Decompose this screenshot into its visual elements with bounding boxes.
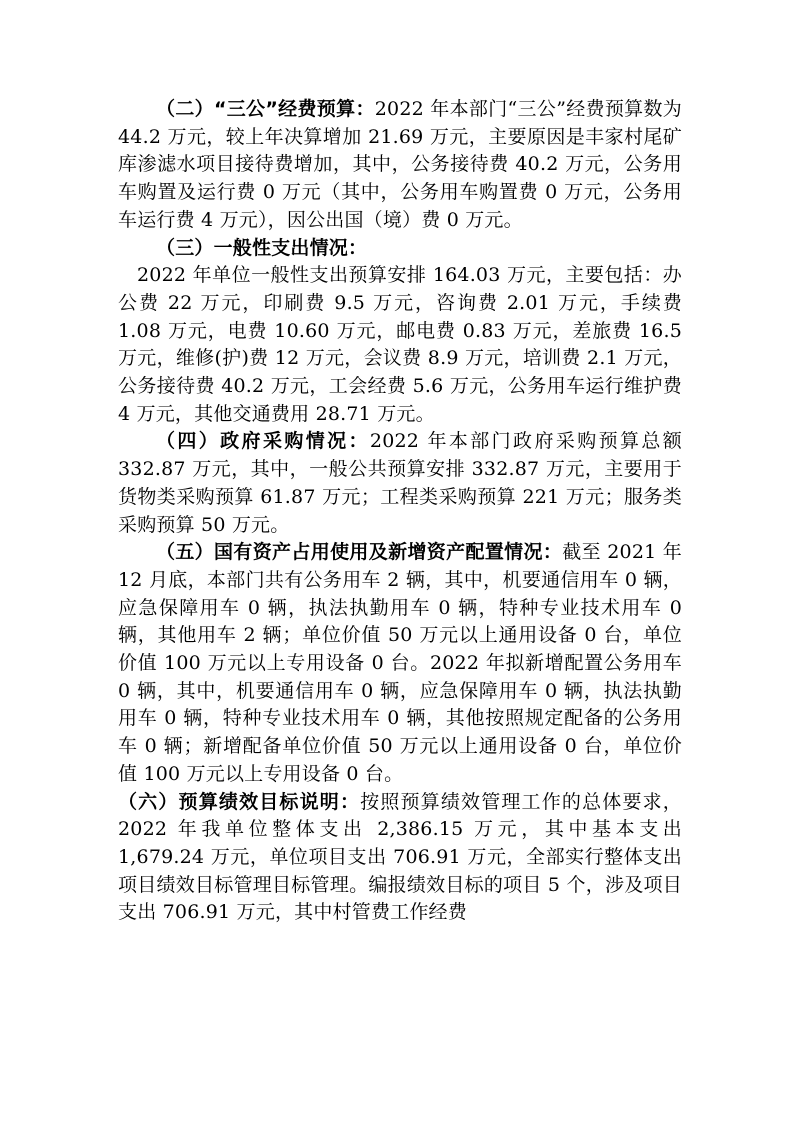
section-body: 2022 年本部门政府采购预算总额 332.87 万元，其中，一般公共预算安排 332.87 万元，主要用于货物类采购预算 61.87 万元；工程类采购预算 221 万元；服务类采购预算 50 万元。: [118, 430, 682, 536]
section-heading: （四）政府采购情况：: [156, 430, 370, 453]
section-three-public-funds: [118, 96, 682, 235]
section-heading: （二）“三公”经费预算：: [156, 98, 375, 120]
document-page: [118, 96, 682, 927]
section-body: 2022 年本部门“三公”经费预算数为 44.2 万元，较上年决算增加 21.69 万元，主要原因是丰家村尾矿库渗滤水项目接待费增加，其中，公务接待费 40.2 万元，公务用车购置及运行费 0 万元（其中，公务用车购置费 0 万元，公务用车运行费 4 万元），因公出国（境）费 0 万元。: [118, 98, 682, 231]
section-state-assets: [118, 539, 682, 788]
section-government-procurement: [118, 428, 682, 539]
section-general-expenditure: [118, 262, 682, 428]
section-heading: （三）一般性支出情况：: [156, 236, 368, 259]
section-heading: （五）国有资产占用使用及新增资产配置情况：: [156, 541, 563, 564]
section-body: 截至 2021 年 12 月底，本部门共有公务用车 2 辆，其中，机要通信用车 0 辆，应急保障用车 0 辆，执法执勤用车 0 辆，特种专业技术用车 0 辆，其他用车 2 辆；单位价值 50 万元以上通用设备 0 台，单位价值 100 万元以上专用设备 0 台。2022 年拟新增配置公务用车 0 辆，其中，机要通信用车 0 辆，应急保障用车 0 辆，执法执勤用车 0 辆，特种专业技术用车 0 辆，其他按照规定配备的公务用车 0 辆；新增配备单位价值 50 万元以上通用设备 0 台，单位价值 100 万元以上专用设备 0 台。: [118, 541, 683, 785]
section-body: 2022 年单位一般性支出预算安排 164.03 万元，主要包括：办公费 22 万元，印刷费 9.5 万元，咨询费 2.01 万元，手续费 1.08 万元，电费 10.60 万元，邮电费 0.83 万元，差旅费 16.5 万元，维修(护)费 12 万元，会议费 8.9 万元，培训费 2.1 万元，公务接待费 40.2 万元，工会经费 5.6 万元，公务用车运行维护费 4 万元，其他交通费用 28.71 万元。: [118, 264, 682, 425]
section-heading: （六）预算绩效目标说明：: [118, 790, 361, 813]
section-body: 按照预算绩效管理工作的总体要求，2022 年我单位整体支出 2,386.15 万元，其中基本支出 1,679.24 万元，单位项目支出 706.91 万元，全部实行整体支出项目绩效目标管理目标管理。编报绩效目标的项目 5 个，涉及项目支出 706.91 万元，其中村管费工作经费: [118, 790, 683, 924]
section-general-expenditure-heading: [118, 235, 682, 263]
section-performance-goals: [118, 789, 682, 928]
